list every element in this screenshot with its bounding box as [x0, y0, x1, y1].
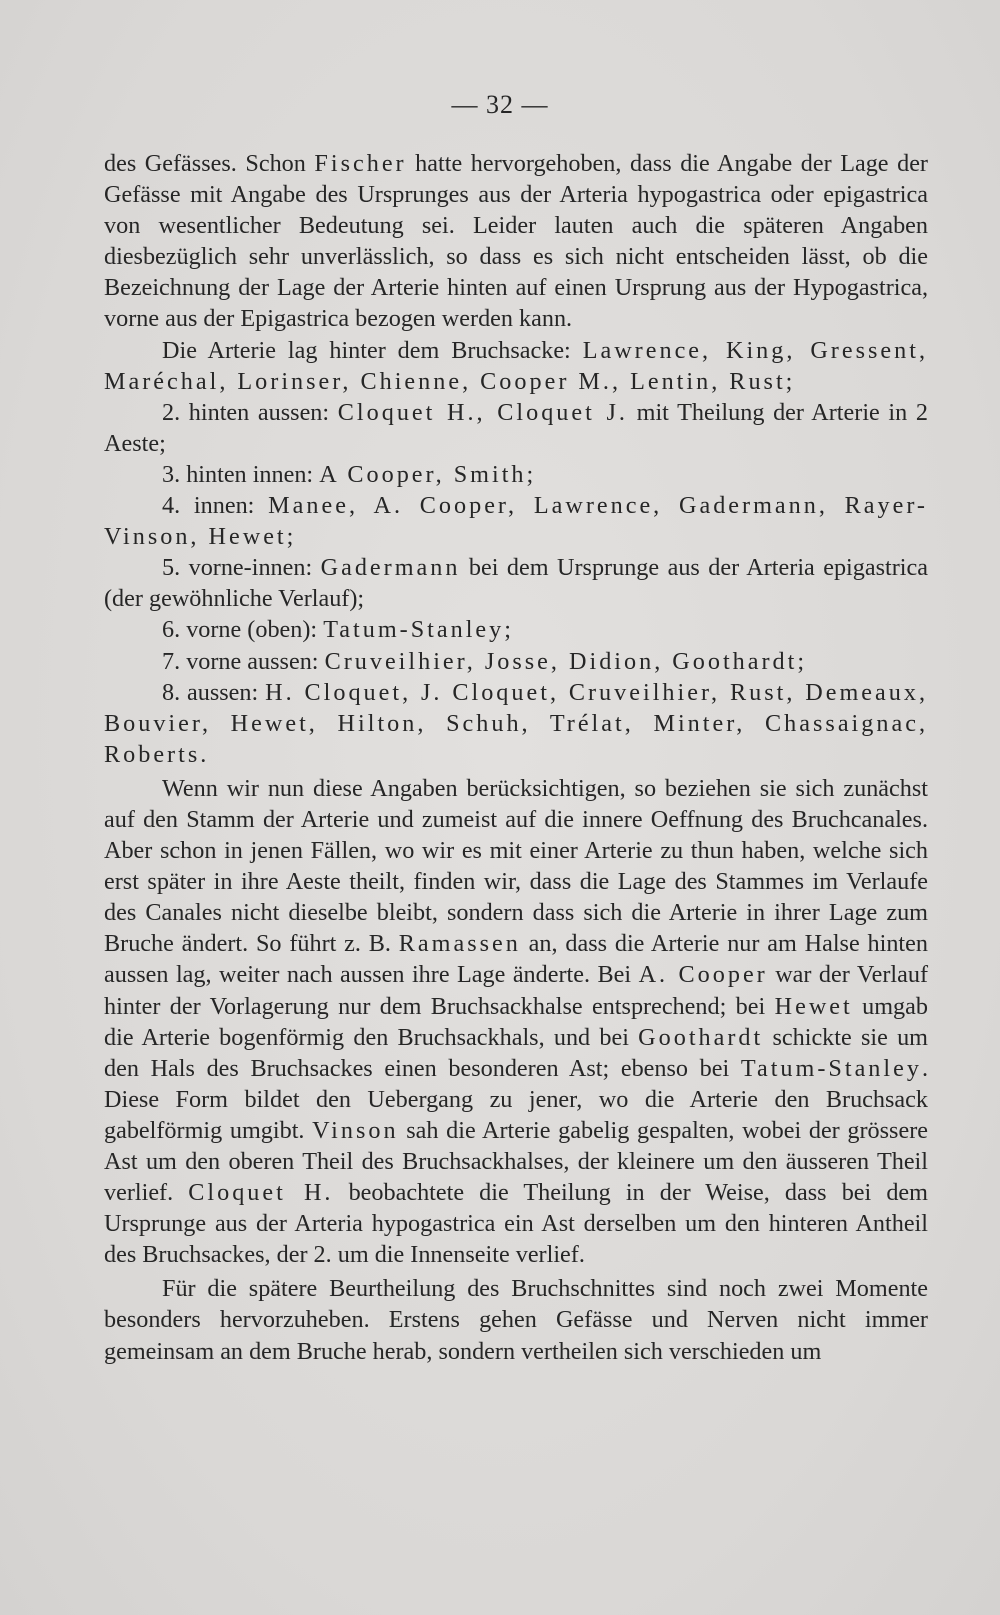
text-run: des Gefässes. Schon	[104, 150, 315, 177]
text-run: 3. hinten innen:	[162, 460, 320, 488]
text-run: .	[200, 740, 207, 768]
paragraph-p11	[104, 1273, 928, 1366]
text-run: sah die Arterie gabelig gespalten, wobei der grössere Ast um den oberen Theil des Bruchsackhalses, der kleinere um den äusseren Theil verlief.	[104, 1116, 928, 1207]
text-run: an, dass die Arterie nur am Halse hinten aussen lag, weiter nach aussen ihre Lage änderte. Bei	[104, 930, 928, 989]
text-run: war der Verlauf hinter der Vorlagerung nur dem Bruchsackhalse entsprechend; bei	[104, 961, 929, 1020]
spaced-name: A. Cooper	[638, 961, 768, 989]
text-run: Für die spätere Beurtheilung des Bruchschnittes sind noch zwei Momente besonders hervorzuheben. Erstens gehen Gefässe und Nerven nicht immer gemeinsam an dem Bruche herab, sondern vertheilen sich verschieden um	[104, 1275, 928, 1365]
paragraph-p3	[104, 397, 928, 459]
text-run: ;	[286, 523, 294, 551]
paragraph-p10	[104, 773, 928, 1271]
text-run: mit Theilung der Arterie in 2 Aeste;	[104, 398, 929, 457]
text-run: 8. aussen:	[162, 678, 266, 706]
text-run: umgab die Arterie bogenförmig den Bruchsackhals, und bei	[104, 992, 928, 1051]
spaced-name: Cloquet H., Cloquet J.	[337, 398, 628, 426]
text-run: Die Arterie lag hinter dem Bruchsacke:	[162, 336, 583, 364]
paragraph-p6	[104, 552, 928, 614]
text-run: beobachtete die Theilung in der Weise, dass bei dem Ursprunge aus der Arteria hypogastrica ein Ast derselben um den hinteren Antheil des Bruchsackes, der 2. um die Innenseite verlief.	[104, 1179, 928, 1269]
paragraph-p8	[104, 646, 928, 677]
body-text	[104, 148, 928, 1367]
paragraph-p1	[104, 148, 928, 335]
spaced-name: H. Cloquet, J. Cloquet, Cruveilhier, Rust, Demeaux, Bouvier, Hewet, Hilton, Schuh, Trélat, Minter, Chassaignac, Roberts	[104, 678, 928, 768]
text-run: 4. innen:	[162, 492, 269, 520]
spaced-name: Tatum-Stanley	[323, 616, 505, 644]
spaced-name: Tatum-Stanley	[740, 1054, 922, 1082]
spaced-name: Vinson	[312, 1116, 399, 1144]
text-run: 7. vorne aussen:	[162, 647, 325, 675]
text-run: ;	[797, 647, 805, 675]
spaced-name: Cloquet H.	[188, 1179, 334, 1207]
spaced-name: Lawrence, King, Gressent, Maréchal, Lorinser, Chienne, Cooper M., Lentin, Rust	[104, 336, 929, 395]
text-run: ;	[504, 616, 511, 644]
text-run: Wenn wir nun diese Angaben berücksichtigen, so beziehen sie sich zunächst auf den Stamm der Arterie und zumeist auf die innere Oeffnung des Bruchcanales. Aber schon in jenen Fällen, wo wir es mit einer Arterie zu thun haben, welche sich erst später in ihre Aeste theilt, finden wir, dass die Lage des Stammes im Verlaufe des Canales nicht dieselbe bleibt, sondern dass sich die Arterie in ihrer Lage zum Bruche ändert. So führt z. B.	[104, 774, 928, 958]
text-run: ;	[526, 460, 534, 488]
spaced-name: Manee, A. Cooper, Lawrence, Gadermann, Rayer-Vinson, Hewet	[104, 492, 928, 551]
text-run: bei dem Ursprunge aus der Arteria epigastrica (der gewöhnliche Verlauf);	[104, 554, 928, 613]
spaced-name: A Cooper, Smith	[319, 460, 527, 488]
text-run: hatte hervorgehoben, dass die Angabe der Lage der Gefässe mit Angabe des Ursprunges aus der Arteria hypogastrica oder epigastrica von wesentlicher Bedeutung sei. Leider lauten auch die späteren Angaben diesbezüglich sehr unverlässlich, so dass es sich nicht entscheiden lässt, ob die Bezeichnung der Lage der Arterie hinten auf einen Ursprung aus der Hypogastrica, vorne aus der Epigastrica bezogen werden kann.	[104, 150, 928, 333]
spaced-name: Gadermann	[320, 554, 461, 582]
text-run: 5. vorne-innen:	[162, 554, 321, 582]
paragraph-p9	[104, 677, 928, 770]
spaced-name: Goothardt	[638, 1023, 764, 1051]
text-run: . Diese Form bildet den Uebergang zu jener, wo die Arterie den Bruchsack gabelförmig umgibt.	[104, 1054, 928, 1144]
text-run: 2. hinten aussen:	[162, 398, 338, 426]
paragraph-p5	[104, 490, 928, 552]
paragraph-p7	[104, 614, 928, 645]
page-number: — 32 —	[451, 90, 549, 119]
text-run: ;	[785, 367, 793, 395]
paragraph-p2	[104, 335, 928, 397]
spaced-name: Fischer	[314, 150, 407, 177]
spaced-name: Cruveilhier, Josse, Didion, Goothardt	[324, 647, 798, 675]
paragraph-p4	[104, 459, 928, 490]
spaced-name: Hewet	[774, 992, 853, 1020]
text-run: schickte sie um den Hals des Bruchsackes einen besonderen Ast; ebenso bei	[104, 1023, 928, 1082]
text-run: 6. vorne (oben):	[162, 616, 324, 644]
spaced-name: Ramassen	[398, 930, 521, 958]
